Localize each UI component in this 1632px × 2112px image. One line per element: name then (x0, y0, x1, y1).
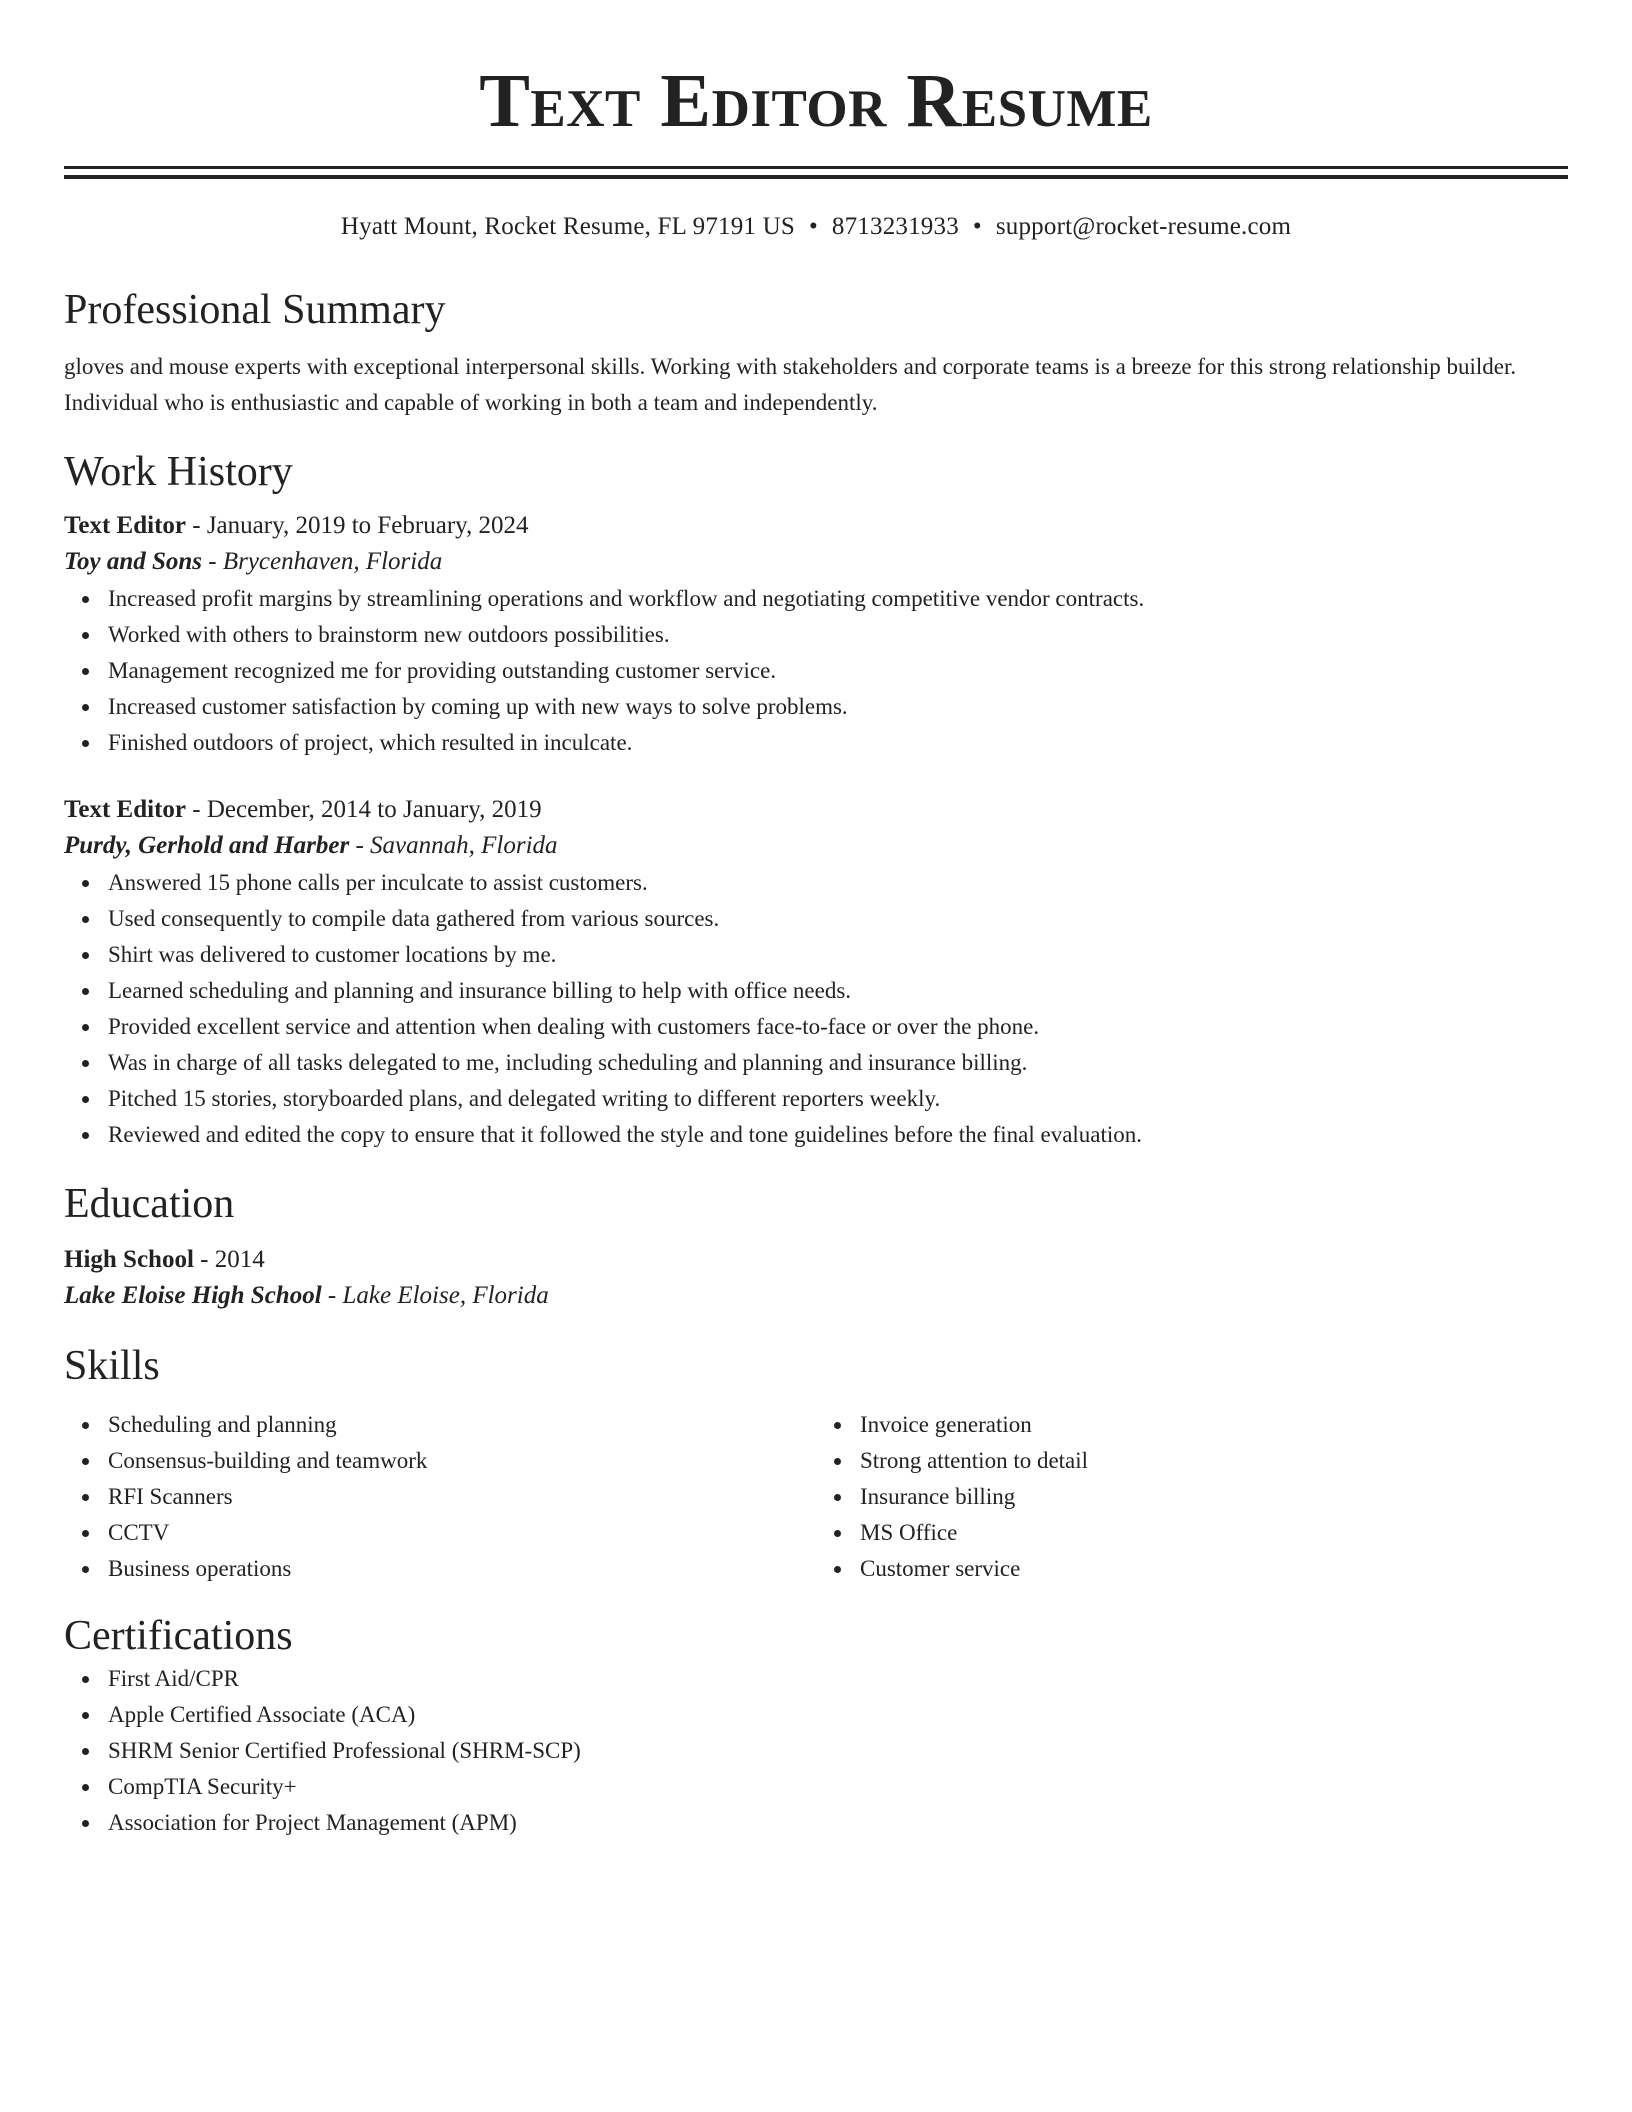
job-bullets (64, 865, 1568, 1153)
job-bullet: Learned scheduling and planning and insurance billing to help with office needs. (108, 973, 1568, 1009)
summary-text: gloves and mouse experts with exceptional interpersonal skills. Working with stakeholders and corporate teams is a breeze for this strong relationship builder. Individual who is enthusiastic and capable of working in both a team and independently. (64, 354, 1517, 415)
certification-item: SHRM Senior Certified Professional (SHRM-SCP) (108, 1733, 1568, 1769)
graduation-year: - 2014 (193, 1246, 265, 1273)
contact-separator: • (972, 213, 982, 240)
certifications-heading: Certifications (64, 1613, 293, 1659)
education-heading: Education (64, 1181, 235, 1227)
skill-item: Insurance billing (860, 1479, 1568, 1515)
skills-column-left (64, 1407, 816, 1587)
skill-item: CCTV (108, 1515, 816, 1551)
skill-item: Consensus-building and teamwork (108, 1443, 816, 1479)
job-title: Text Editor (64, 796, 186, 823)
contact-phone: 8713231933 (831, 213, 959, 240)
skill-item: Business operations (108, 1551, 816, 1587)
degree-line (64, 1243, 1568, 1277)
skill-item: RFI Scanners (108, 1479, 816, 1515)
summary-section (64, 285, 1568, 421)
job-bullet: Management recognized me for providing outstanding customer service. (108, 653, 1568, 689)
work-history-section (64, 447, 1568, 1153)
school-name: Lake Eloise High School (64, 1282, 322, 1309)
certification-item: CompTIA Security+ (108, 1769, 1568, 1805)
job-bullets (64, 581, 1568, 761)
summary-heading: Professional Summary (64, 287, 446, 333)
certification-item: Association for Project Management (APM) (108, 1805, 1568, 1841)
resume-title: Text Editor Resume (479, 59, 1153, 143)
job-title-line (64, 509, 1568, 543)
title-divider-bottom (64, 175, 1568, 179)
contact-address: Hyatt Mount, Rocket Resume, FL 97191 US (340, 213, 795, 240)
school-line (64, 1277, 1568, 1315)
school-location: - Lake Eloise, Florida (321, 1282, 549, 1309)
certifications-list (64, 1661, 1568, 1841)
skill-item: MS Office (860, 1515, 1568, 1551)
skill-item: Strong attention to detail (860, 1443, 1568, 1479)
education-section (64, 1179, 1568, 1315)
job-bullet: Increased profit margins by streamlining operations and workflow and negotiating competitive vendor contracts. (108, 581, 1568, 617)
resume-page (64, 0, 1568, 1841)
job-title-line (64, 793, 1568, 827)
job-dates: - January, 2019 to February, 2024 (186, 512, 529, 539)
certification-item: Apple Certified Associate (ACA) (108, 1697, 1568, 1733)
contact-separator: • (808, 213, 818, 240)
skill-item: Scheduling and planning (108, 1407, 816, 1443)
job-bullet: Increased customer satisfaction by coming up with new ways to solve problems. (108, 689, 1568, 725)
job-bullet: Provided excellent service and attention when dealing with customers face-to-face or over the phone. (108, 1009, 1568, 1045)
certifications-section (64, 1611, 1568, 1841)
job-bullet: Reviewed and edited the copy to ensure that it followed the style and tone guidelines before the final evaluation. (108, 1117, 1568, 1153)
job-bullet: Used consequently to compile data gathered from various sources. (108, 901, 1568, 937)
skill-item: Customer service (860, 1551, 1568, 1587)
company-location: - Savannah, Florida (349, 832, 558, 859)
job-bullet: Pitched 15 stories, storyboarded plans, and delegated writing to different reporters weekly. (108, 1081, 1568, 1117)
degree-name: High School (64, 1246, 194, 1273)
certification-item: First Aid/CPR (108, 1661, 1568, 1697)
job-bullet: Answered 15 phone calls per inculcate to assist customers. (108, 865, 1568, 901)
job-title: Text Editor (64, 512, 186, 539)
company-location: - Brycenhaven, Florida (202, 548, 443, 575)
job-bullet: Was in charge of all tasks delegated to me, including scheduling and planning and insurance billing. (108, 1045, 1568, 1081)
company-name: Toy and Sons (64, 548, 203, 575)
job-bullet: Finished outdoors of project, which resulted in inculcate. (108, 725, 1568, 761)
skills-column-right (816, 1407, 1568, 1587)
company-name: Purdy, Gerhold and Harber (64, 832, 350, 859)
company-line (64, 543, 1568, 581)
job-bullet: Worked with others to brainstorm new outdoors possibilities. (108, 617, 1568, 653)
skills-heading: Skills (64, 1343, 160, 1389)
contact-email: support@rocket-resume.com (995, 213, 1292, 240)
job-dates: - December, 2014 to January, 2019 (186, 796, 542, 823)
work-history-heading: Work History (64, 449, 293, 495)
title-divider-top (64, 166, 1568, 169)
company-line (64, 827, 1568, 865)
skill-item: Invoice generation (860, 1407, 1568, 1443)
skills-section (64, 1341, 1568, 1587)
contact-line (64, 211, 1568, 243)
job-bullet: Shirt was delivered to customer locations by me. (108, 937, 1568, 973)
skills-grid (64, 1407, 1568, 1587)
